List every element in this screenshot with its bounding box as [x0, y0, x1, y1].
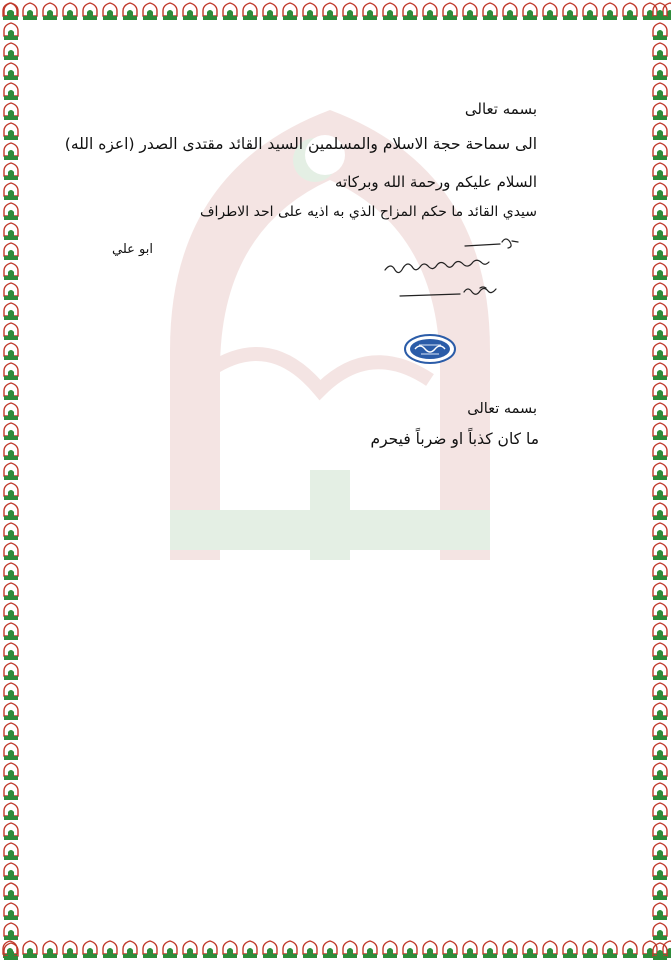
jamia-logo-watermark — [150, 90, 510, 560]
handwritten-note-image — [380, 228, 520, 308]
border-motif — [653, 63, 667, 80]
border-motif — [4, 543, 18, 560]
border-motif — [653, 183, 667, 200]
border-motif — [653, 263, 667, 280]
border-motif — [4, 183, 18, 200]
border-motif — [4, 863, 18, 880]
border-motif — [653, 563, 667, 580]
border-motif — [4, 643, 18, 660]
border-motif — [653, 583, 667, 600]
border-motif — [623, 3, 637, 20]
border-motif — [243, 941, 257, 958]
letter-signature: ابو علي — [112, 242, 153, 257]
border-motif — [653, 203, 667, 220]
border-motif — [653, 743, 667, 760]
border-motif — [4, 843, 18, 860]
border-motif — [4, 343, 18, 360]
border-motif — [4, 143, 18, 160]
letter-question: سيدي القائد ما حكم المزاح الذي به اذيه على احد الاطراف — [200, 204, 537, 220]
border-motif — [653, 123, 667, 140]
border-motif — [163, 941, 177, 958]
border-motif — [653, 643, 667, 660]
border-motif — [403, 3, 417, 20]
border-motif — [183, 941, 197, 958]
border-motif — [263, 941, 277, 958]
border-motif — [4, 123, 18, 140]
border-motif — [4, 763, 18, 780]
border-motif — [653, 43, 667, 60]
border-motif — [43, 3, 57, 20]
border-motif — [653, 23, 667, 40]
border-motif — [653, 843, 667, 860]
border-motif — [303, 3, 317, 20]
border-motif — [4, 103, 18, 120]
border-motif — [603, 3, 617, 20]
border-motif — [123, 3, 137, 20]
border-motif — [4, 383, 18, 400]
border-motif — [83, 941, 97, 958]
border-motif — [4, 363, 18, 380]
border-motif — [503, 941, 517, 958]
border-motif — [103, 941, 117, 958]
border-motif — [4, 583, 18, 600]
border-motif — [4, 243, 18, 260]
border-motif — [4, 423, 18, 440]
border-motif — [83, 3, 97, 20]
border-motif — [463, 941, 477, 958]
border-motif — [653, 163, 667, 180]
border-motif — [4, 503, 18, 520]
border-motif — [653, 723, 667, 740]
border-motif — [653, 83, 667, 100]
border-motif — [583, 3, 597, 20]
border-motif — [4, 743, 18, 760]
border-motif — [563, 3, 577, 20]
border-motif — [4, 23, 18, 40]
border-motif — [653, 523, 667, 540]
border-motif — [4, 883, 18, 900]
border-motif — [63, 941, 77, 958]
border-motif — [23, 941, 37, 958]
border-motif — [4, 523, 18, 540]
border-motif — [4, 263, 18, 280]
border-motif — [563, 941, 577, 958]
border-motif — [653, 603, 667, 620]
border-motif — [603, 941, 617, 958]
border-motif — [653, 803, 667, 820]
border-motif — [103, 3, 117, 20]
border-motif — [653, 343, 667, 360]
border-motif — [423, 3, 437, 20]
border-motif — [583, 941, 597, 958]
border-motif — [43, 941, 57, 958]
border-motif — [4, 783, 18, 800]
border-motif — [653, 463, 667, 480]
border-motif — [4, 443, 18, 460]
border-motif — [543, 941, 557, 958]
border-motif — [263, 3, 277, 20]
letter-addressee: الى سماحة حجة الاسلام والمسلمين السيد القائد مقتدى الصدر (اعزه الله) — [64, 135, 537, 153]
border-motif — [4, 163, 18, 180]
border-motif — [653, 503, 667, 520]
border-motif — [653, 283, 667, 300]
border-motif — [283, 941, 297, 958]
border-motif — [463, 3, 477, 20]
border-motif — [283, 3, 297, 20]
border-motif — [183, 3, 197, 20]
border-motif — [4, 723, 18, 740]
letter-salutation: بسمه تعالى — [464, 100, 537, 118]
border-motif — [653, 303, 667, 320]
border-motif — [383, 3, 397, 20]
border-motif — [383, 941, 397, 958]
border-motif — [343, 3, 357, 20]
border-motif — [653, 403, 667, 420]
border-motif — [143, 941, 157, 958]
border-motif — [363, 941, 377, 958]
border-motif — [4, 3, 18, 20]
letter-greeting: السلام عليكم ورحمة الله وبركاته — [335, 173, 537, 191]
border-motif — [4, 403, 18, 420]
border-motif — [163, 3, 177, 20]
border-motif — [4, 923, 18, 940]
border-motif — [4, 303, 18, 320]
border-motif — [4, 823, 18, 840]
border-motif — [623, 941, 637, 958]
border-motif — [523, 941, 537, 958]
border-motif — [653, 863, 667, 880]
border-motif — [653, 363, 667, 380]
border-motif — [343, 941, 357, 958]
decorative-border-left — [0, 0, 22, 960]
border-motif — [653, 243, 667, 260]
border-motif — [123, 941, 137, 958]
border-motif — [423, 941, 437, 958]
border-motif — [243, 3, 257, 20]
border-motif — [4, 223, 18, 240]
border-motif — [653, 883, 667, 900]
border-motif — [523, 3, 537, 20]
border-motif — [653, 683, 667, 700]
border-motif — [4, 483, 18, 500]
border-motif — [653, 423, 667, 440]
border-motif — [653, 763, 667, 780]
border-motif — [23, 3, 37, 20]
reply-salutation: بسمه تعالى — [467, 401, 537, 417]
border-motif — [4, 63, 18, 80]
border-motif — [4, 703, 18, 720]
border-motif — [323, 941, 337, 958]
border-motif — [653, 783, 667, 800]
border-motif — [223, 3, 237, 20]
border-motif — [4, 623, 18, 640]
border-motif — [483, 941, 497, 958]
border-motif — [543, 3, 557, 20]
decorative-border-bottom — [0, 938, 671, 960]
border-motif — [653, 903, 667, 920]
border-motif — [653, 483, 667, 500]
border-motif — [653, 383, 667, 400]
border-motif — [223, 941, 237, 958]
border-motif — [4, 803, 18, 820]
border-motif — [443, 3, 457, 20]
border-motif — [363, 3, 377, 20]
border-motif — [4, 203, 18, 220]
border-motif — [653, 543, 667, 560]
border-motif — [4, 323, 18, 340]
border-motif — [403, 941, 417, 958]
border-motif — [653, 623, 667, 640]
border-motif — [4, 83, 18, 100]
border-motif — [4, 463, 18, 480]
border-motif — [653, 103, 667, 120]
border-motif — [4, 683, 18, 700]
border-motif — [63, 3, 77, 20]
border-motif — [653, 223, 667, 240]
border-motif — [4, 43, 18, 60]
border-motif — [4, 903, 18, 920]
border-motif — [4, 943, 18, 960]
border-motif — [653, 923, 667, 940]
office-seal — [403, 333, 457, 365]
decorative-border-top — [0, 0, 671, 22]
border-motif — [203, 941, 217, 958]
border-motif — [653, 3, 667, 20]
decorative-border-right — [649, 0, 671, 960]
border-motif — [143, 3, 157, 20]
border-motif — [653, 703, 667, 720]
border-motif — [4, 563, 18, 580]
border-motif — [323, 3, 337, 20]
border-motif — [653, 143, 667, 160]
border-motif — [203, 3, 217, 20]
border-motif — [4, 663, 18, 680]
border-motif — [653, 443, 667, 460]
border-motif — [653, 823, 667, 840]
border-motif — [4, 603, 18, 620]
border-motif — [4, 283, 18, 300]
border-motif — [653, 663, 667, 680]
border-motif — [483, 3, 497, 20]
border-motif — [443, 941, 457, 958]
border-motif — [503, 3, 517, 20]
border-motif — [653, 943, 667, 960]
reply-answer: ما كان كذباً او ضرباً فيحرم — [370, 430, 539, 448]
border-motif — [303, 941, 317, 958]
border-motif — [653, 323, 667, 340]
